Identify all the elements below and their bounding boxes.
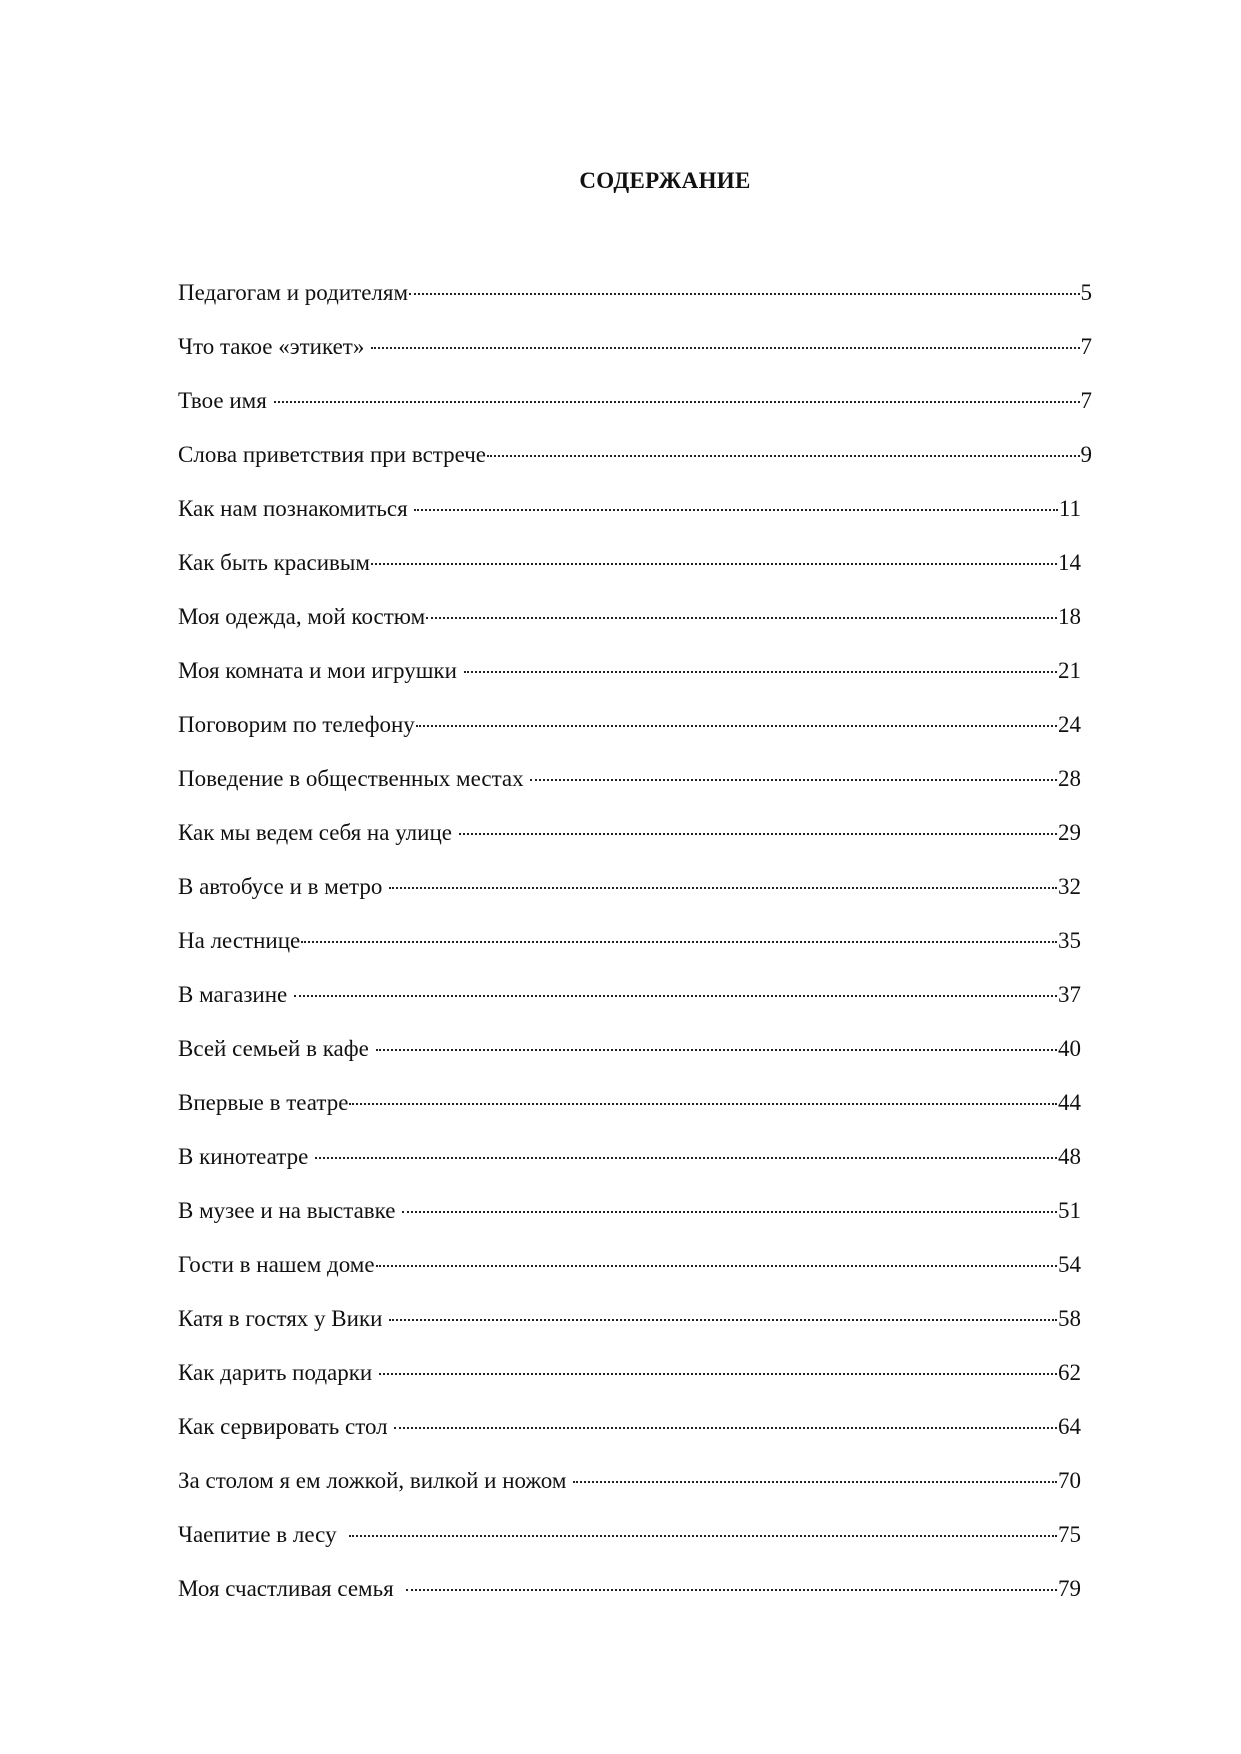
toc-entry-page-number: 14 (1058, 550, 1081, 575)
toc-entry-page-number: 37 (1058, 982, 1081, 1007)
dot-leader (416, 725, 1057, 727)
dot-leader (389, 887, 1057, 889)
toc-entry (178, 1302, 1092, 1356)
toc-entry-label: Всей семьей в кафе (178, 1036, 375, 1061)
toc-entry (178, 1086, 1092, 1140)
toc-entry-page-number: 7 (1080, 334, 1092, 359)
toc-entry (178, 546, 1092, 600)
toc-entry-page-number: 5 (1080, 280, 1092, 305)
table-of-contents (178, 276, 1092, 1626)
toc-entry-label: Как нам познакомиться (178, 496, 414, 521)
toc-entry (178, 870, 1092, 924)
toc-entry-page-number: 24 (1058, 712, 1081, 737)
toc-entry (178, 330, 1092, 384)
toc-entry-page-number: 51 (1058, 1198, 1081, 1223)
toc-entry-page-number: 62 (1058, 1360, 1081, 1385)
dot-leader (294, 995, 1057, 997)
toc-entry (178, 1464, 1092, 1518)
dot-leader (487, 455, 1079, 457)
toc-entry-label: Катя в гостях у Вики (178, 1306, 389, 1331)
toc-entry-label: Моя счастливая семья (178, 1576, 406, 1601)
dot-leader (402, 1211, 1057, 1213)
toc-entry-page-number: 48 (1058, 1144, 1081, 1169)
dot-leader (371, 563, 1057, 565)
toc-entry (178, 438, 1092, 492)
toc-entry-label: На лестнице (178, 928, 301, 953)
toc-entry-page-number: 7 (1080, 388, 1092, 413)
toc-entry-page-number: 35 (1058, 928, 1081, 953)
dot-leader (376, 1049, 1057, 1051)
toc-entry-page-number: 32 (1058, 874, 1081, 899)
toc-entry-page-number: 11 (1058, 496, 1081, 521)
dot-leader (371, 347, 1079, 349)
toc-entry (178, 1572, 1092, 1626)
dot-leader (301, 941, 1057, 943)
dot-leader (274, 401, 1080, 403)
dot-leader (394, 1427, 1057, 1429)
toc-entry (178, 978, 1092, 1032)
toc-entry-label: Что такое «этикет» (178, 334, 371, 359)
toc-entry-page-number: 40 (1058, 1036, 1081, 1061)
dot-leader (406, 1589, 1057, 1591)
toc-entry (178, 600, 1092, 654)
toc-entry-label: В кинотеатре (178, 1144, 315, 1169)
toc-entry (178, 1518, 1092, 1572)
toc-entry-page-number: 70 (1058, 1468, 1081, 1493)
toc-entry-page-number: 58 (1058, 1306, 1081, 1331)
toc-entry-page-number: 28 (1058, 766, 1081, 791)
toc-entry-page-number: 21 (1058, 658, 1081, 683)
toc-entry-label: Впервые в театре (178, 1090, 349, 1115)
toc-entry (178, 1032, 1092, 1086)
toc-entry-label: Слова приветствия при встрече (178, 442, 487, 467)
dot-leader (349, 1535, 1057, 1537)
dot-leader (349, 1103, 1057, 1105)
toc-entry-label: Гости в нашем доме (178, 1252, 375, 1277)
toc-entry-label: Как быть красивым (178, 550, 370, 575)
toc-entry-label: Как дарить подарки (178, 1360, 378, 1385)
toc-entry-label: В автобусе и в метро (178, 874, 389, 899)
toc-entry-label: В магазине (178, 982, 293, 1007)
toc-entry-label: Моя одежда, мой костюм (178, 604, 426, 629)
toc-entry (178, 384, 1092, 438)
toc-entry (178, 1248, 1092, 1302)
toc-entry-label: Твое имя (178, 388, 273, 413)
dot-leader (573, 1481, 1057, 1483)
toc-entry-label: Педагогам и родителям (178, 280, 409, 305)
toc-entry-label: Поговорим по телефону (178, 712, 415, 737)
toc-title: СОДЕРЖАНИЕ (579, 168, 751, 193)
dot-leader (530, 779, 1057, 781)
toc-entry-label: За столом я ем ложкой, вилкой и ножом (178, 1468, 573, 1493)
toc-entry (178, 1194, 1092, 1248)
toc-entry-page-number: 18 (1058, 604, 1081, 629)
toc-entry-label: Как мы ведем себя на улице (178, 820, 458, 845)
toc-entry-page-number: 29 (1058, 820, 1081, 845)
toc-entry (178, 1140, 1092, 1194)
toc-entry (178, 492, 1092, 546)
toc-entry-label: Поведение в общественных местах (178, 766, 530, 791)
dot-leader (379, 1373, 1057, 1375)
toc-entry (178, 816, 1092, 870)
toc-entry-label: В музее и на выставке (178, 1198, 402, 1223)
toc-entry-page-number: 44 (1058, 1090, 1081, 1115)
toc-entry (178, 762, 1092, 816)
toc-entry (178, 708, 1092, 762)
toc-entry (178, 1356, 1092, 1410)
toc-entry-page-number: 9 (1080, 442, 1092, 467)
dot-leader (414, 509, 1057, 511)
dot-leader (389, 1319, 1057, 1321)
dot-leader (459, 833, 1057, 835)
toc-entry-label: Моя комната и мои игрушки (178, 658, 463, 683)
toc-entry (178, 276, 1092, 330)
dot-leader (409, 293, 1079, 295)
toc-entry-page-number: 54 (1058, 1252, 1081, 1277)
toc-entry-label: Чаепитие в лесу (178, 1522, 349, 1547)
toc-entry (178, 654, 1092, 708)
dot-leader (315, 1157, 1057, 1159)
dot-leader (376, 1265, 1057, 1267)
toc-entry-page-number: 64 (1058, 1414, 1081, 1439)
toc-entry-label: Как сервировать стол (178, 1414, 394, 1439)
toc-entry (178, 1410, 1092, 1464)
toc-entry-page-number: 79 (1058, 1576, 1081, 1601)
toc-entry-page-number: 75 (1058, 1522, 1081, 1547)
dot-leader (426, 617, 1057, 619)
dot-leader (464, 671, 1057, 673)
toc-entry (178, 924, 1092, 978)
